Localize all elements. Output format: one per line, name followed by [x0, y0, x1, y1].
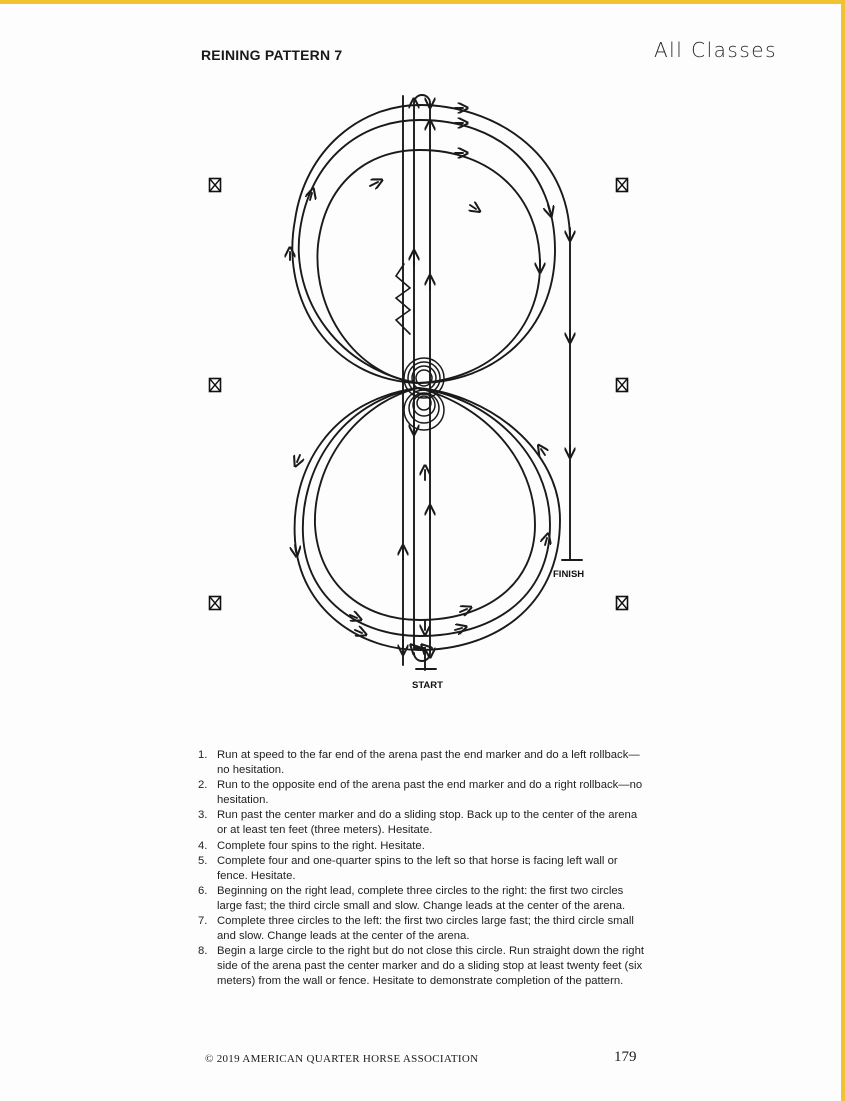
pattern-step: 8. Begin a large circle to the right but do not close this circle. Run straight down the right side of the arena past the center marker and do a sliding stop at least twenty feet (six meters) from the wall or fence. Hesitate to demonstrate completion of the pattern. [198, 945, 644, 988]
arena-marker-icon [617, 379, 628, 392]
arena-marker-icon [210, 379, 221, 392]
arena-marker-icon [617, 597, 628, 610]
circle-right-large-2 [299, 120, 555, 383]
footer-copyright: © 2019 AMERICAN QUARTER HORSE ASSOCIATION [205, 1053, 479, 1065]
pattern-step: 5. Complete four and one-quarter spins to the left so that horse is facing left wall or fence. Hesitate. [198, 854, 618, 882]
page-number: 179 [614, 1049, 637, 1065]
circle-right-small [317, 150, 540, 383]
arena-marker-icon [210, 597, 221, 610]
handwritten-note: All Classes [654, 38, 777, 62]
start-label: START [412, 680, 443, 691]
pattern-step: 2. Run to the opposite end of the arena past the end marker and do a right rollback—no hesitation. [198, 779, 643, 807]
finish-label: FINISH [553, 569, 585, 580]
pattern-step: 4. Complete four spins to the right. Hesitate. [198, 839, 425, 852]
pattern-step: 3. Run past the center marker and do a sliding stop. Back up to the center of the arena or at least ten feet (three meters). Hesitate. [198, 809, 638, 837]
arena-marker-icon [617, 179, 628, 192]
pattern-step: 6. Beginning on the right lead, complete three circles to the right: the first two circles large fast; the third circle small and slow. Change leads at the center of the arena. [198, 884, 626, 912]
circle-left-large-2 [303, 388, 550, 636]
pattern-step: 7. Complete three circles to the left: the first two circles large fast; the third circle small and slow. Change leads at the center of the arena. [198, 915, 634, 943]
circle-right-large-1 [292, 105, 570, 383]
arena-marker-icon [210, 179, 221, 192]
pattern-step: 1. Run at speed to the far end of the arena past the end marker and do a left rollback—no hesitation. [198, 749, 640, 777]
page-title: REINING PATTERN 7 [201, 47, 343, 63]
pattern-steps-list [198, 748, 646, 990]
circle-left-large-1 [295, 388, 560, 650]
